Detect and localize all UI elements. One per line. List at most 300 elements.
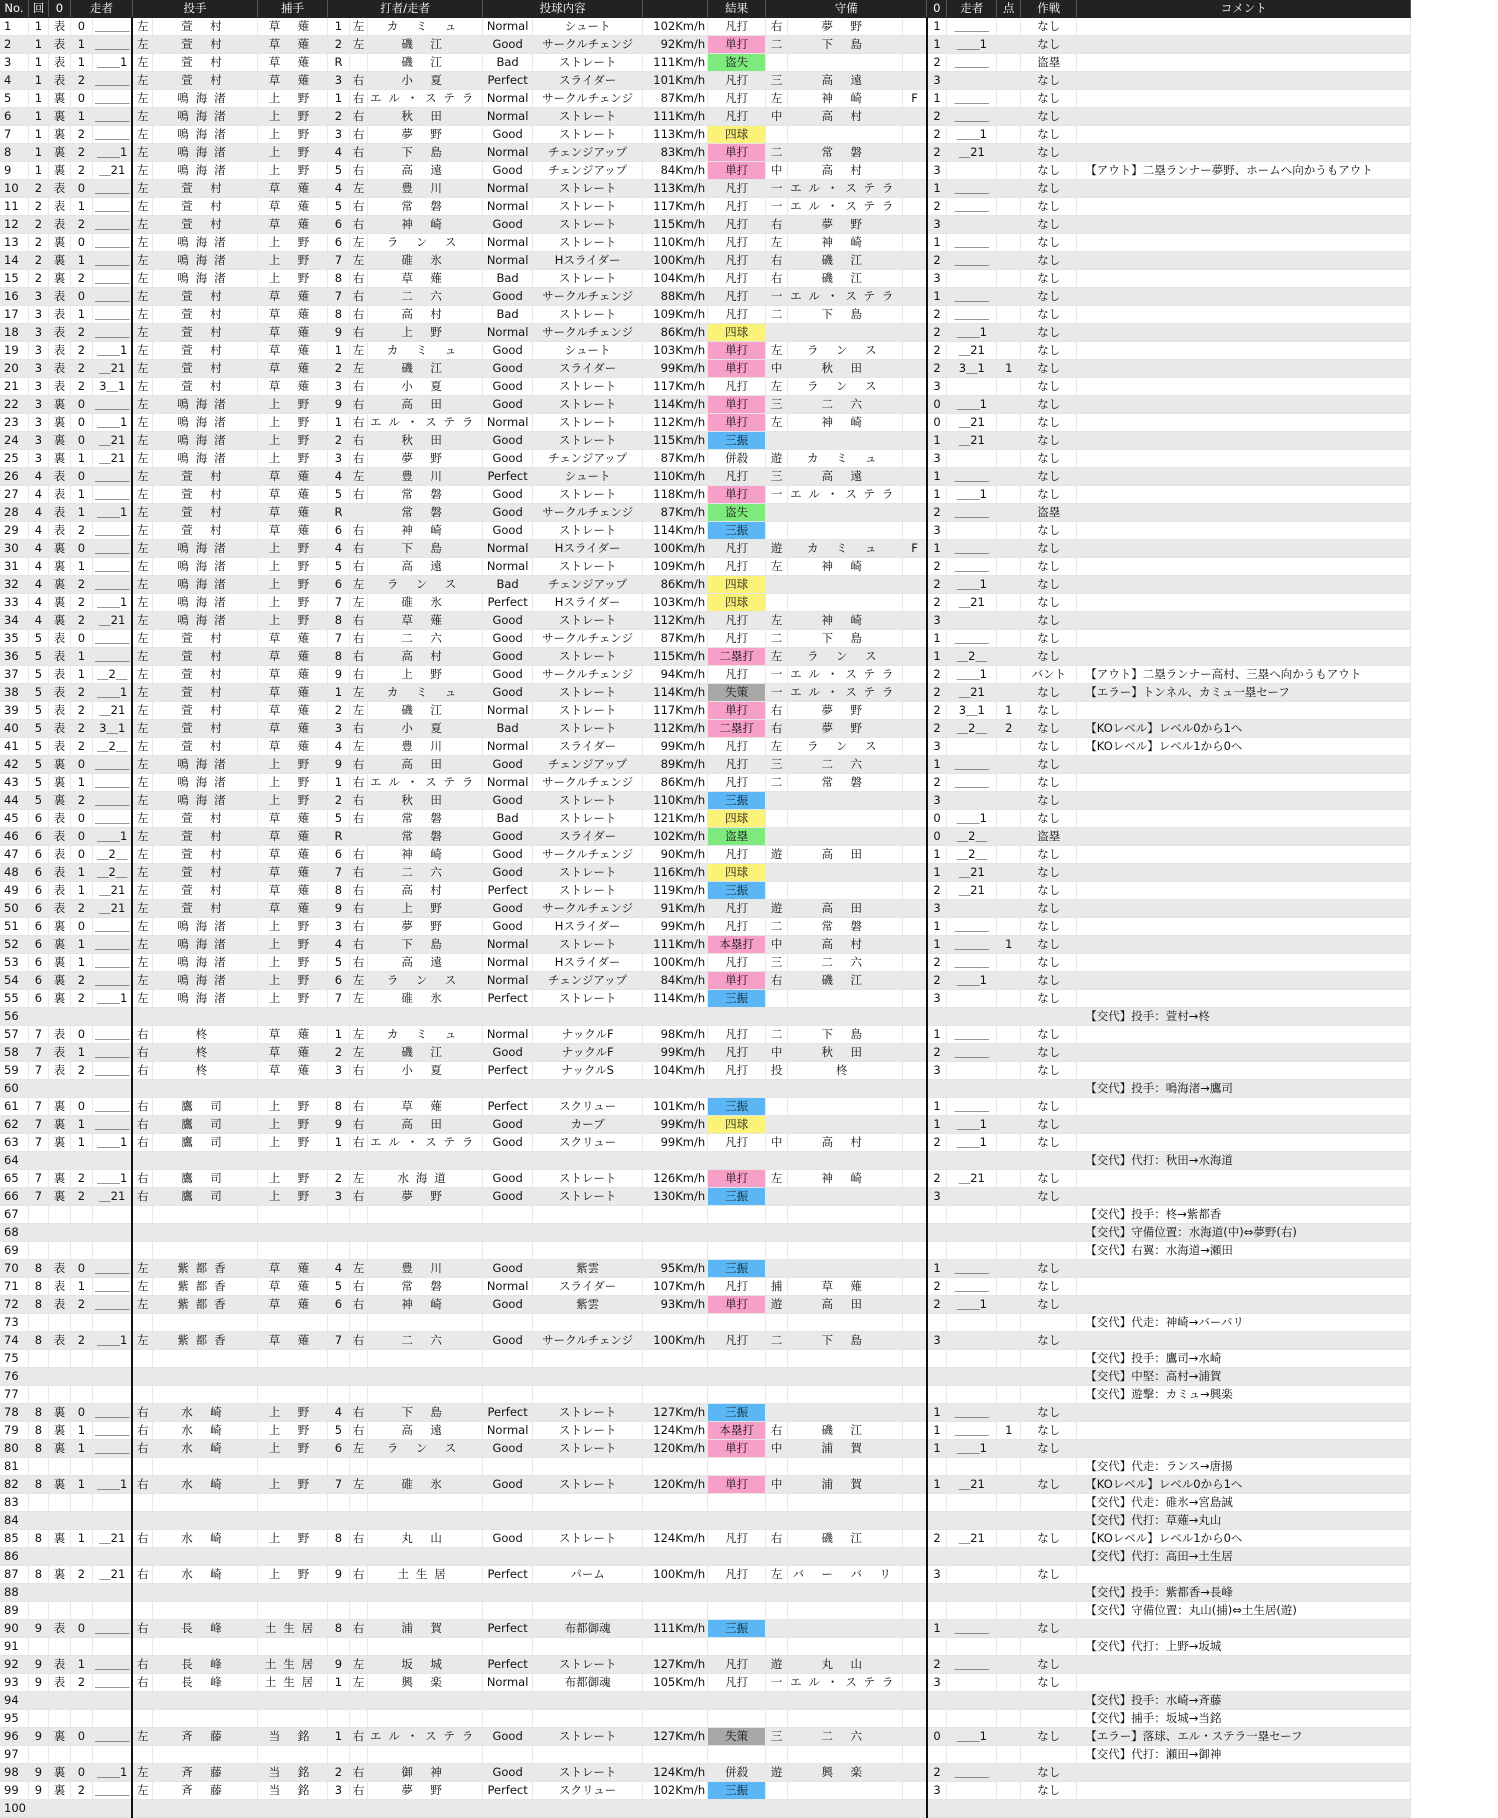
table-cell[interactable]: [766, 1224, 788, 1242]
table-cell[interactable]: 裏: [48, 162, 70, 180]
table-cell[interactable]: 裏: [48, 990, 70, 1008]
table-cell[interactable]: ＿＿1: [92, 54, 132, 72]
table-cell[interactable]: [132, 1512, 152, 1530]
table-cell[interactable]: 草 薙: [367, 270, 482, 288]
table-cell[interactable]: [788, 1512, 903, 1530]
table-cell[interactable]: ＿＿1: [92, 1332, 132, 1350]
table-cell[interactable]: [349, 1314, 367, 1332]
table-cell[interactable]: [70, 1746, 92, 1764]
result-cell[interactable]: 四球: [708, 864, 766, 882]
table-cell[interactable]: 2: [327, 432, 349, 450]
table-cell[interactable]: 3＿1: [947, 702, 997, 720]
table-cell[interactable]: Hスライダー: [533, 954, 643, 972]
table-cell[interactable]: 左: [349, 702, 367, 720]
table-cell[interactable]: 表: [48, 1260, 70, 1278]
table-cell[interactable]: 120Km/h: [643, 1476, 708, 1494]
table-cell[interactable]: 4: [28, 486, 48, 504]
table-cell[interactable]: カーブ: [533, 1116, 643, 1134]
table-cell[interactable]: 表: [48, 18, 70, 36]
table-cell[interactable]: 表: [48, 216, 70, 234]
table-cell[interactable]: 100Km/h: [643, 252, 708, 270]
table-cell[interactable]: シュート: [533, 342, 643, 360]
table-cell[interactable]: [927, 1314, 947, 1332]
table-cell[interactable]: 88: [0, 1584, 28, 1602]
table-cell[interactable]: 5: [28, 756, 48, 774]
table-cell[interactable]: 草 薙: [257, 828, 327, 846]
result-cell[interactable]: 単打: [708, 1296, 766, 1314]
result-cell[interactable]: 凡打: [708, 1530, 766, 1548]
table-cell[interactable]: 0: [70, 1404, 92, 1422]
table-cell[interactable]: [903, 1386, 927, 1404]
table-cell[interactable]: 2: [927, 504, 947, 522]
table-cell[interactable]: 磯 江: [788, 1530, 903, 1548]
table-cell[interactable]: 20: [0, 360, 28, 378]
comment-cell[interactable]: [1077, 1188, 1411, 1206]
table-cell[interactable]: 萱 村: [152, 306, 257, 324]
table-cell[interactable]: 7: [327, 864, 349, 882]
table-cell[interactable]: 2: [927, 306, 947, 324]
table-cell[interactable]: [788, 1098, 903, 1116]
table-cell[interactable]: Good: [483, 792, 533, 810]
table-cell[interactable]: 0: [70, 180, 92, 198]
table-cell[interactable]: 右: [349, 198, 367, 216]
table-cell[interactable]: 1: [28, 72, 48, 90]
table-cell[interactable]: 神 崎: [788, 90, 903, 108]
table-cell[interactable]: ＿＿＿: [92, 1026, 132, 1044]
table-cell[interactable]: 9: [28, 1782, 48, 1800]
table-cell[interactable]: 6: [28, 810, 48, 828]
table-cell[interactable]: 上 野: [257, 252, 327, 270]
table-cell[interactable]: エル・ステラ: [788, 486, 903, 504]
table-cell[interactable]: 裏: [48, 108, 70, 126]
table-cell[interactable]: ＿21: [947, 684, 997, 702]
table-cell[interactable]: 中: [766, 162, 788, 180]
table-cell[interactable]: 二: [766, 1026, 788, 1044]
comment-cell[interactable]: [1077, 1170, 1411, 1188]
table-cell[interactable]: [48, 1386, 70, 1404]
table-cell[interactable]: 21: [0, 378, 28, 396]
table-cell[interactable]: [92, 1314, 132, 1332]
table-cell[interactable]: 31: [0, 558, 28, 576]
table-cell[interactable]: 右: [349, 90, 367, 108]
table-cell[interactable]: [92, 1152, 132, 1170]
table-cell[interactable]: 表: [48, 522, 70, 540]
table-cell[interactable]: [367, 1512, 482, 1530]
table-cell[interactable]: 24: [0, 432, 28, 450]
table-cell[interactable]: Normal: [483, 108, 533, 126]
table-cell[interactable]: [903, 918, 927, 936]
table-cell[interactable]: [903, 1206, 927, 1224]
table-cell[interactable]: [1021, 1746, 1077, 1764]
table-cell[interactable]: [788, 504, 903, 522]
table-cell[interactable]: [766, 1188, 788, 1206]
table-cell[interactable]: [70, 1152, 92, 1170]
table-cell[interactable]: 3: [28, 414, 48, 432]
table-cell[interactable]: 左: [132, 1278, 152, 1296]
table-cell[interactable]: 高 遠: [367, 162, 482, 180]
table-cell[interactable]: 萱 村: [152, 864, 257, 882]
table-cell[interactable]: なし: [1021, 1782, 1077, 1800]
table-cell[interactable]: [349, 1152, 367, 1170]
table-cell[interactable]: 草 薙: [257, 180, 327, 198]
result-cell[interactable]: [708, 1152, 766, 1170]
table-cell[interactable]: 裏: [48, 756, 70, 774]
table-cell[interactable]: チェンジアップ: [533, 144, 643, 162]
table-cell[interactable]: Good: [483, 1296, 533, 1314]
table-cell[interactable]: 上 野: [257, 990, 327, 1008]
table-cell[interactable]: [533, 1602, 643, 1620]
table-cell[interactable]: [903, 1422, 927, 1440]
table-cell[interactable]: 上 野: [257, 270, 327, 288]
table-cell[interactable]: 土生居: [367, 1566, 482, 1584]
table-cell[interactable]: 表: [48, 702, 70, 720]
table-cell[interactable]: [257, 1512, 327, 1530]
table-cell[interactable]: 9: [327, 1656, 349, 1674]
table-cell[interactable]: ＿＿＿: [947, 108, 997, 126]
table-cell[interactable]: [903, 1044, 927, 1062]
table-cell[interactable]: 左: [132, 72, 152, 90]
table-cell[interactable]: [643, 1152, 708, 1170]
table-cell[interactable]: 裏: [48, 576, 70, 594]
table-cell[interactable]: 裏: [48, 1566, 70, 1584]
table-cell[interactable]: 右: [349, 1728, 367, 1746]
table-cell[interactable]: 草 薙: [788, 1278, 903, 1296]
table-cell[interactable]: 1: [70, 450, 92, 468]
table-cell[interactable]: 中: [766, 1476, 788, 1494]
table-cell[interactable]: ストレート: [533, 522, 643, 540]
table-cell[interactable]: [349, 1242, 367, 1260]
table-cell[interactable]: ＿＿＿: [92, 630, 132, 648]
table-cell[interactable]: ストレート: [533, 1440, 643, 1458]
table-cell[interactable]: 2: [28, 270, 48, 288]
table-cell[interactable]: ＿21: [92, 432, 132, 450]
table-cell[interactable]: 高 田: [367, 1116, 482, 1134]
table-cell[interactable]: [367, 1548, 482, 1566]
table-cell[interactable]: 1: [927, 918, 947, 936]
table-cell[interactable]: 0: [927, 414, 947, 432]
result-cell[interactable]: [708, 1242, 766, 1260]
table-cell[interactable]: ＿＿＿: [92, 918, 132, 936]
table-cell[interactable]: [947, 1548, 997, 1566]
table-cell[interactable]: 表: [48, 882, 70, 900]
table-cell[interactable]: [533, 1368, 643, 1386]
table-cell[interactable]: 草 薙: [257, 900, 327, 918]
table-cell[interactable]: 裏: [48, 450, 70, 468]
table-cell[interactable]: 2: [927, 360, 947, 378]
table-cell[interactable]: 右: [349, 414, 367, 432]
table-cell[interactable]: [1021, 1080, 1077, 1098]
table-cell[interactable]: ＿＿＿: [92, 1440, 132, 1458]
table-cell[interactable]: サークルチェンジ: [533, 900, 643, 918]
table-cell[interactable]: 高 田: [788, 1296, 903, 1314]
table-cell[interactable]: 夢 野: [367, 1188, 482, 1206]
table-cell[interactable]: 1: [927, 288, 947, 306]
table-cell[interactable]: [92, 1224, 132, 1242]
table-cell[interactable]: [947, 1224, 997, 1242]
table-cell[interactable]: Good: [483, 162, 533, 180]
table-cell[interactable]: [947, 1692, 997, 1710]
table-cell[interactable]: ＿＿1: [947, 1440, 997, 1458]
table-cell[interactable]: [947, 270, 997, 288]
table-cell[interactable]: エル・ステラ: [367, 1134, 482, 1152]
table-cell[interactable]: 上 野: [257, 1134, 327, 1152]
table-cell[interactable]: 93Km/h: [643, 1296, 708, 1314]
table-cell[interactable]: 鳴海渚: [152, 792, 257, 810]
result-cell[interactable]: 凡打: [708, 630, 766, 648]
table-cell[interactable]: [903, 792, 927, 810]
table-cell[interactable]: なし: [1021, 756, 1077, 774]
table-cell[interactable]: スクリュー: [533, 1782, 643, 1800]
table-cell[interactable]: 100Km/h: [643, 1566, 708, 1584]
comment-cell[interactable]: 【エラー】落球、エル・ステラ一塁セーフ: [1077, 1728, 1411, 1746]
table-cell[interactable]: 夢 野: [788, 18, 903, 36]
table-cell[interactable]: [997, 36, 1021, 54]
table-cell[interactable]: [48, 1692, 70, 1710]
table-cell[interactable]: Good: [483, 1440, 533, 1458]
table-cell[interactable]: 5: [28, 792, 48, 810]
table-cell[interactable]: 磯 江: [367, 702, 482, 720]
table-cell[interactable]: 83: [0, 1494, 28, 1512]
table-cell[interactable]: Perfect: [483, 1098, 533, 1116]
table-cell[interactable]: 1: [70, 486, 92, 504]
comment-cell[interactable]: [1077, 882, 1411, 900]
table-cell[interactable]: サークルチェンジ: [533, 630, 643, 648]
table-cell[interactable]: [903, 1134, 927, 1152]
table-cell[interactable]: [1021, 1008, 1077, 1026]
table-cell[interactable]: [349, 1512, 367, 1530]
table-cell[interactable]: 5: [327, 198, 349, 216]
table-cell[interactable]: ＿＿＿: [947, 288, 997, 306]
table-cell[interactable]: [132, 1368, 152, 1386]
table-cell[interactable]: [997, 1512, 1021, 1530]
table-cell[interactable]: Normal: [483, 1422, 533, 1440]
table-cell[interactable]: 5: [28, 630, 48, 648]
table-cell[interactable]: スライダー: [533, 828, 643, 846]
table-cell[interactable]: [903, 1008, 927, 1026]
table-cell[interactable]: [367, 1602, 482, 1620]
table-cell[interactable]: [997, 1764, 1021, 1782]
table-cell[interactable]: 92Km/h: [643, 36, 708, 54]
table-cell[interactable]: 草 薙: [257, 1044, 327, 1062]
table-cell[interactable]: 左: [349, 342, 367, 360]
table-cell[interactable]: [28, 1548, 48, 1566]
table-cell[interactable]: 12: [0, 216, 28, 234]
table-cell[interactable]: ストレート: [533, 1476, 643, 1494]
table-cell[interactable]: [903, 324, 927, 342]
table-cell[interactable]: 7: [327, 1332, 349, 1350]
table-cell[interactable]: [643, 1350, 708, 1368]
table-cell[interactable]: [788, 1746, 903, 1764]
table-cell[interactable]: [788, 1152, 903, 1170]
table-cell[interactable]: 3＿1: [92, 378, 132, 396]
result-cell[interactable]: 凡打: [708, 72, 766, 90]
table-cell[interactable]: 萱 村: [152, 54, 257, 72]
table-cell[interactable]: [997, 1584, 1021, 1602]
table-cell[interactable]: 112Km/h: [643, 414, 708, 432]
table-cell[interactable]: 左: [766, 558, 788, 576]
table-cell[interactable]: 裏: [48, 1440, 70, 1458]
table-cell[interactable]: エル・ステラ: [367, 414, 482, 432]
table-cell[interactable]: 上 野: [257, 126, 327, 144]
table-cell[interactable]: 7: [0, 126, 28, 144]
table-cell[interactable]: 43: [0, 774, 28, 792]
table-cell[interactable]: 45: [0, 810, 28, 828]
table-cell[interactable]: なし: [1021, 1044, 1077, 1062]
comment-cell[interactable]: [1077, 324, 1411, 342]
table-cell[interactable]: [257, 1242, 327, 1260]
table-cell[interactable]: 3: [927, 738, 947, 756]
table-cell[interactable]: [903, 1368, 927, 1386]
table-cell[interactable]: [947, 1188, 997, 1206]
table-cell[interactable]: [70, 1206, 92, 1224]
table-cell[interactable]: 上 野: [257, 576, 327, 594]
table-cell[interactable]: なし: [1021, 630, 1077, 648]
table-cell[interactable]: 72: [0, 1296, 28, 1314]
table-cell[interactable]: 秋 田: [367, 432, 482, 450]
table-cell[interactable]: Good: [483, 216, 533, 234]
table-cell[interactable]: 右: [349, 1332, 367, 1350]
table-cell[interactable]: 左: [132, 234, 152, 252]
table-cell[interactable]: [997, 1692, 1021, 1710]
comment-cell[interactable]: [1077, 828, 1411, 846]
table-cell[interactable]: [257, 1494, 327, 1512]
table-cell[interactable]: 左: [132, 1296, 152, 1314]
table-cell[interactable]: 上 野: [257, 792, 327, 810]
table-cell[interactable]: 草 薙: [257, 360, 327, 378]
table-cell[interactable]: 右: [349, 306, 367, 324]
table-cell[interactable]: 右: [349, 1098, 367, 1116]
table-cell[interactable]: 0: [70, 396, 92, 414]
table-cell[interactable]: [1021, 1638, 1077, 1656]
result-cell[interactable]: 凡打: [708, 612, 766, 630]
table-cell[interactable]: [349, 1386, 367, 1404]
table-cell[interactable]: [28, 1746, 48, 1764]
table-cell[interactable]: [1021, 1350, 1077, 1368]
table-cell[interactable]: [152, 1242, 257, 1260]
table-cell[interactable]: [28, 1206, 48, 1224]
table-cell[interactable]: 表: [48, 378, 70, 396]
table-cell[interactable]: 0: [70, 1260, 92, 1278]
result-cell[interactable]: 単打: [708, 1476, 766, 1494]
table-cell[interactable]: [349, 1224, 367, 1242]
table-cell[interactable]: 25: [0, 450, 28, 468]
table-cell[interactable]: 8: [327, 648, 349, 666]
table-cell[interactable]: [947, 450, 997, 468]
table-cell[interactable]: 左: [132, 810, 152, 828]
table-cell[interactable]: ＿21: [947, 144, 997, 162]
table-cell[interactable]: [367, 1350, 482, 1368]
table-cell[interactable]: [152, 1548, 257, 1566]
table-cell[interactable]: 萱 村: [152, 846, 257, 864]
table-cell[interactable]: 中: [766, 936, 788, 954]
table-cell[interactable]: 2: [70, 702, 92, 720]
table-cell[interactable]: なし: [1021, 990, 1077, 1008]
table-cell[interactable]: 3: [28, 342, 48, 360]
table-cell[interactable]: 上 野: [257, 972, 327, 990]
table-cell[interactable]: 草 薙: [257, 702, 327, 720]
table-cell[interactable]: 2: [927, 1170, 947, 1188]
table-cell[interactable]: 117Km/h: [643, 702, 708, 720]
table-cell[interactable]: [70, 1224, 92, 1242]
table-cell[interactable]: [28, 1494, 48, 1512]
table-cell[interactable]: 豊 川: [367, 468, 482, 486]
table-cell[interactable]: 37: [0, 666, 28, 684]
table-cell[interactable]: 左: [132, 846, 152, 864]
table-cell[interactable]: 5: [28, 648, 48, 666]
table-cell[interactable]: 表: [48, 504, 70, 522]
table-cell[interactable]: [903, 1656, 927, 1674]
table-cell[interactable]: 表: [48, 36, 70, 54]
table-cell[interactable]: ＿＿＿: [947, 1764, 997, 1782]
result-cell[interactable]: 凡打: [708, 1062, 766, 1080]
table-cell[interactable]: 盗塁: [1021, 504, 1077, 522]
table-cell[interactable]: [70, 1080, 92, 1098]
table-cell[interactable]: 127Km/h: [643, 1404, 708, 1422]
table-cell[interactable]: [903, 1476, 927, 1494]
table-cell[interactable]: [788, 1242, 903, 1260]
table-cell[interactable]: 112Km/h: [643, 612, 708, 630]
table-cell[interactable]: 4: [327, 1404, 349, 1422]
table-cell[interactable]: ＿＿1: [947, 324, 997, 342]
table-cell[interactable]: 磯 江: [788, 972, 903, 990]
table-cell[interactable]: [997, 1566, 1021, 1584]
table-cell[interactable]: [788, 1692, 903, 1710]
result-cell[interactable]: 単打: [708, 972, 766, 990]
comment-cell[interactable]: [1077, 1278, 1411, 1296]
table-cell[interactable]: 裏: [48, 594, 70, 612]
table-cell[interactable]: 表: [48, 630, 70, 648]
table-cell[interactable]: 草 薙: [257, 324, 327, 342]
result-cell[interactable]: 単打: [708, 1440, 766, 1458]
comment-cell[interactable]: [1077, 1764, 1411, 1782]
table-cell[interactable]: [766, 522, 788, 540]
table-cell[interactable]: 1: [927, 234, 947, 252]
table-cell[interactable]: 93: [0, 1674, 28, 1692]
table-cell[interactable]: ＿21: [92, 1188, 132, 1206]
table-cell[interactable]: ＿21: [947, 864, 997, 882]
table-cell[interactable]: ＿＿1: [947, 396, 997, 414]
table-cell[interactable]: 99Km/h: [643, 1116, 708, 1134]
table-cell[interactable]: 草 薙: [257, 630, 327, 648]
table-cell[interactable]: 二 六: [788, 954, 903, 972]
table-cell[interactable]: 裏: [48, 144, 70, 162]
table-cell[interactable]: スライダー: [533, 72, 643, 90]
comment-cell[interactable]: [1077, 72, 1411, 90]
table-cell[interactable]: [788, 126, 903, 144]
table-cell[interactable]: ＿＿＿: [947, 774, 997, 792]
table-cell[interactable]: 水 崎: [152, 1440, 257, 1458]
table-cell[interactable]: 布都御魂: [533, 1674, 643, 1692]
table-cell[interactable]: ＿＿＿: [947, 252, 997, 270]
table-cell[interactable]: [1021, 1458, 1077, 1476]
result-cell[interactable]: 凡打: [708, 558, 766, 576]
table-cell[interactable]: 常 磐: [788, 918, 903, 936]
table-cell[interactable]: [903, 1584, 927, 1602]
table-cell[interactable]: なし: [1021, 180, 1077, 198]
table-cell[interactable]: 2: [927, 1530, 947, 1548]
comment-cell[interactable]: [1077, 252, 1411, 270]
table-cell[interactable]: 3: [327, 450, 349, 468]
table-cell[interactable]: 121Km/h: [643, 810, 708, 828]
result-cell[interactable]: 単打: [708, 144, 766, 162]
table-cell[interactable]: [997, 180, 1021, 198]
table-cell[interactable]: なし: [1021, 972, 1077, 990]
table-cell[interactable]: Bad: [483, 720, 533, 738]
table-cell[interactable]: 高 遠: [367, 558, 482, 576]
table-cell[interactable]: 7: [327, 252, 349, 270]
table-cell[interactable]: なし: [1021, 1566, 1077, 1584]
table-cell[interactable]: [903, 1296, 927, 1314]
